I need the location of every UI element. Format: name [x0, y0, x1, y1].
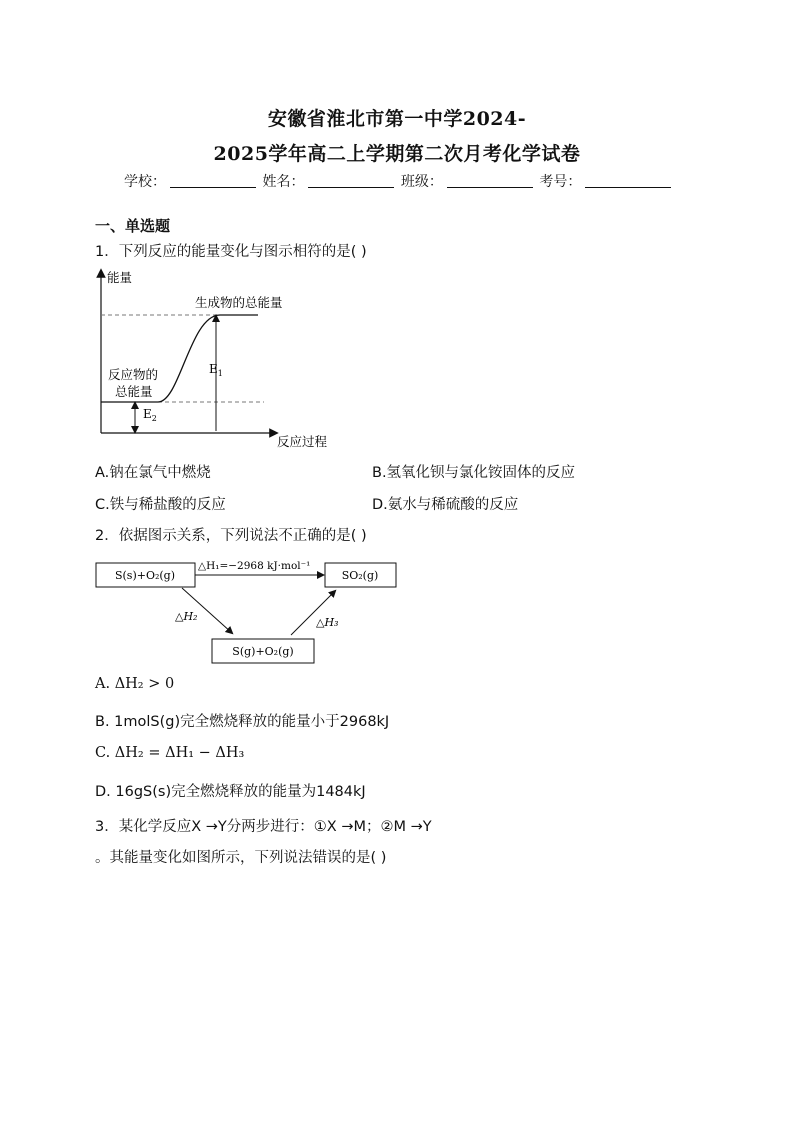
school-label: 学校： — [124, 174, 166, 190]
q2-hess-diagram — [94, 555, 404, 670]
reactant-label-2: 总能量 — [115, 384, 153, 399]
e2-subscript: 2 — [151, 414, 157, 423]
class-label: 班级： — [400, 174, 443, 190]
student-info-row — [124, 171, 673, 191]
doc-title-line-2: 2025学年高二上学期第二次月考化学试卷 — [213, 143, 581, 165]
q2-option-c[interactable]: C. ΔH₂ = ΔH₁ − ΔH₃ — [95, 745, 245, 761]
q3-stem-line-2: 。其能量变化如图所示，下列说法错误的是( ) — [95, 850, 387, 866]
name-blank[interactable] — [308, 173, 394, 188]
dh1-label: △H₁=−2968 kJ·mol⁻¹ — [198, 560, 311, 572]
e2-label: E — [143, 407, 152, 421]
y-axis-label: 能量 — [107, 270, 133, 285]
box-product-text: SO₂(g) — [341, 569, 379, 582]
q2-option-b[interactable]: B. 1molS(g)完全燃烧释放的能量小于2968kJ — [95, 714, 390, 730]
svg-text:E1 — [209, 362, 223, 378]
name-label: 姓名： — [262, 174, 305, 190]
school-blank[interactable] — [170, 173, 256, 188]
q1-option-a[interactable]: A.钠在氯气中燃烧 — [95, 465, 211, 481]
q1-energy-diagram — [92, 265, 342, 455]
svg-text:E2 — [143, 407, 157, 423]
q1-option-d[interactable]: D.氨水与稀硫酸的反应 — [372, 497, 519, 513]
dh3-label: △H₃ — [316, 616, 339, 629]
q1-option-b[interactable]: B.氢氧化钡与氯化铵固体的反应 — [372, 465, 576, 481]
doc-title-line-1: 安徽省淮北市第一中学2024- — [267, 108, 527, 130]
x-axis-label: 反应过程 — [277, 434, 328, 449]
q2-option-a[interactable]: A. ΔH₂ > 0 — [95, 676, 175, 692]
q2-stem: 2．依据图示关系，下列说法不正确的是( ) — [95, 528, 367, 544]
section-title: 一、单选题 — [95, 217, 171, 235]
dh2-label: △H₂ — [175, 610, 198, 623]
q2-option-d[interactable]: D. 16gS(s)完全燃烧释放的能量为1484kJ — [95, 784, 366, 800]
product-energy-label: 生成物的总能量 — [195, 295, 283, 310]
box-reactants-text: S(s)+O₂(g) — [114, 569, 176, 582]
q3-stem-line-1: 3．某化学反应X →Y分两步进行：①X →M；②M →Y — [95, 819, 432, 835]
e1-label: E — [209, 362, 218, 376]
box-gas-reactants-text: S(g)+O₂(g) — [232, 645, 294, 658]
q1-option-c[interactable]: C.铁与稀盐酸的反应 — [95, 497, 226, 513]
class-blank[interactable] — [447, 173, 533, 188]
e1-subscript: 1 — [217, 369, 223, 378]
reactant-label-1: 反应物的 — [108, 367, 159, 382]
exam-no-blank[interactable] — [585, 173, 671, 188]
q1-stem: 1．下列反应的能量变化与图示相符的是( ) — [95, 244, 367, 260]
exam-no-label: 考号： — [539, 174, 582, 190]
